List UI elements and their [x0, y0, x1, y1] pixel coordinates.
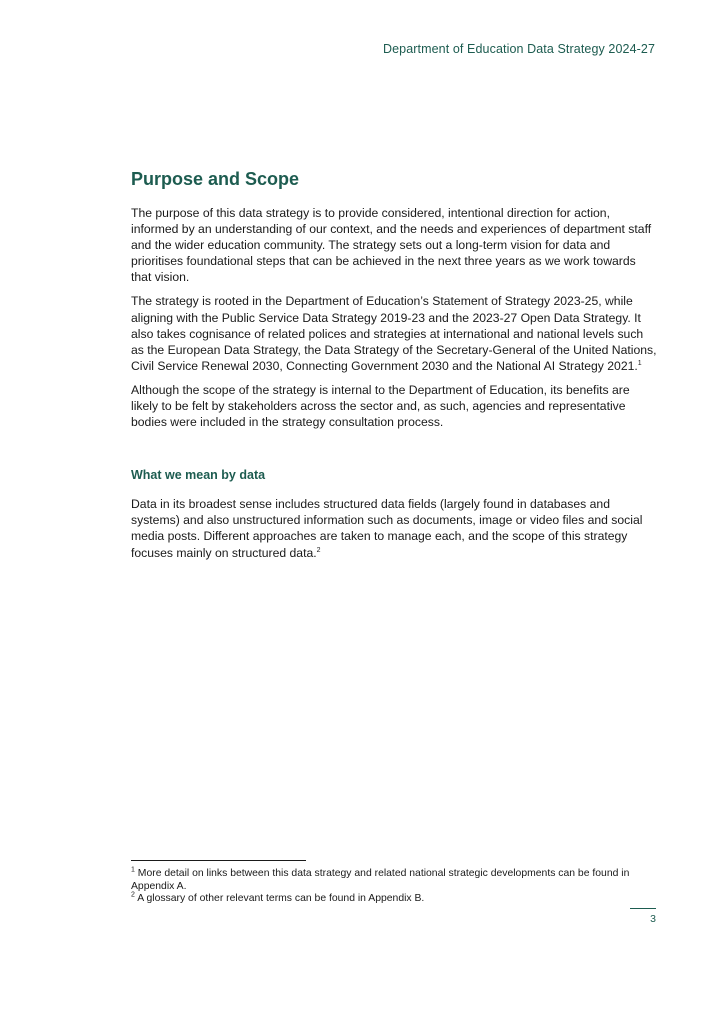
main-content [131, 169, 657, 569]
footnote-ref-2[interactable]: 2 [316, 546, 321, 554]
footnote-divider [131, 860, 306, 861]
paragraph-data-definition: Data in its broadest sense includes structured data fields (largely found in databases and systems) and also unstructured information such as documents, image or video files and social media posts. Different approaches are taken to manage each, and the scope of this strategy focuses mainly on structured data.$^2$ [131, 497, 643, 560]
page-number-rule [630, 908, 656, 909]
footnote-1: $^1$ More detail on links between this data strategy and related national strategic developments can be found in Appendix A. [131, 866, 630, 892]
section-title: Purpose and Scope [131, 169, 300, 189]
footnote-mark: 2 [131, 891, 135, 899]
page-number: 3 [650, 913, 656, 925]
footnote-ref-1[interactable]: 1 [637, 359, 642, 367]
footnote-2: $^2$ A glossary of other relevant terms can be found in Appendix B. [131, 891, 425, 905]
subsection-title: What we mean by data [131, 468, 266, 483]
paragraph-purpose: The purpose of this data strategy is to provide considered, intentional direction for action, informed by an understanding of our context, and the needs and experiences of department staff and the wider education community. The strategy sets out a long-term vision for data and prioritises foundational steps that can be achieved in the next three years as we work towards that vision. [131, 206, 652, 285]
footnote-mark: 1 [131, 866, 135, 874]
running-header: Department of Education Data Strategy 2024-27 [382, 42, 655, 56]
paragraph-scope: Although the scope of the strategy is internal to the Department of Education, its benefits are likely to be felt by stakeholders across the sector and, as such, agencies and representative bodies were included in the strategy consultation process. [131, 382, 630, 430]
paragraph-rooted: The strategy is rooted in the Department of Education’s Statement of Strategy 2023-25, while aligning with the Public Service Data Strategy 2019-23 and the 2023-27 Open Data Strategy. It also takes cognisance of related polices and strategies at international and national levels such as the European Data Strategy, the Data Strategy of the Secretary-General of the United Nations, Civil Service Renewal 2030, Connecting Government 2030 and the National AI Strategy 2021.$^1$ [131, 294, 657, 373]
footnotes [131, 860, 657, 906]
